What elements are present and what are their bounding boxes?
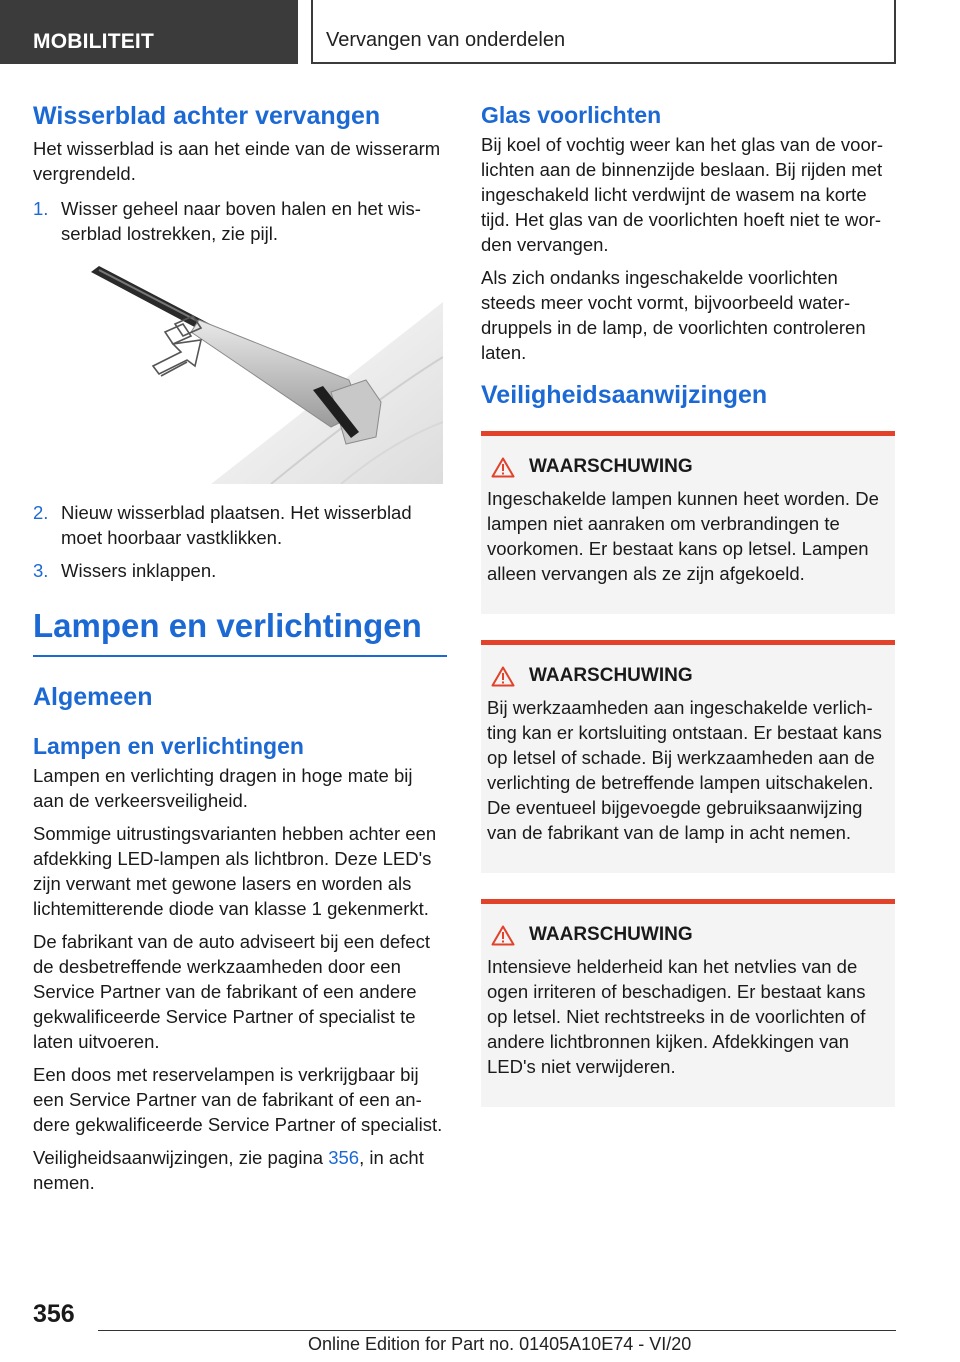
step-number: 1. (33, 198, 49, 219)
step-item (33, 196, 447, 246)
warning-box (481, 431, 895, 614)
chapter-tab (311, 0, 896, 64)
paragraph: Lampen en verlichting dragen in hoge mate bij aan de verkeersveiligheid. (33, 765, 413, 811)
wiper-illustration (91, 262, 443, 484)
warning-triangle-icon (491, 457, 515, 478)
warning-text: Intensieve helderheid kan het netvlies van de ogen irriteren of beschadigen. Er bestaat kans op letsel. Niet rechtstreeks in de voorlichten of andere lichtbronnen kijken. Afdekkingen van LED's niet verwijderen. (487, 956, 866, 1077)
step-number: 2. (33, 502, 49, 523)
wiper-title: Wisserblad achter vervangen (33, 102, 381, 130)
step-text: Wisser geheel naar boven halen en het wisserblad lostrekken, zie pijl. (61, 198, 421, 244)
glass-title: Glas voorlichten (481, 102, 662, 128)
step-text: Nieuw wisserblad plaatsen. Het wisserblad moet hoorbaar vastklikken. (61, 502, 412, 548)
warning-text: Ingeschakelde lampen kunnen heet worden. De lampen niet aanraken om verbrandingen te voorkomen. Er bestaat kans op letsel. Lampen alleen vervangen als ze zijn afgekoeld. (487, 488, 879, 584)
chapter-title: Vervangen van onderdelen (326, 29, 566, 51)
warning-box (481, 640, 895, 873)
lamps-title: Lampen en verlichtingen (33, 605, 447, 657)
lamps-subtitle: Lampen en verlichtingen (33, 733, 304, 759)
paragraph: Als zich ondanks ingeschakelde voorlichten steeds meer vocht vormt, bijvoorbeeld waterdruppels in de lamp, de voorlichten controleren laten. (481, 267, 866, 363)
paragraph: Een doos met reservelampen is verkrijgbaar bij een Service Partner van de fabrikant of een andere gekwalificeerde Service Partner of specialist. (33, 1064, 443, 1135)
step-number: 3. (33, 560, 49, 581)
warning-box (481, 899, 895, 1107)
paragraph: Sommige uitrustingsvarianten hebben achter een afdekking LED-lampen als lichtbron. Deze LED's zijn verwant met gewone lasers en worden als lichtemitterende diode van klasse 1 gekenmerkt. (33, 823, 437, 919)
step-item (33, 558, 447, 583)
warning-triangle-icon (491, 925, 515, 946)
step-item (33, 500, 447, 550)
footer-divider (98, 1330, 896, 1331)
warning-text: Bij werkzaamheden aan ingeschakelde verlichting kan er kortsluiting ontstaan. Er bestaat kans op letsel of schade. Bij werkzaamheden aan de verlichting de betreffende lampen uitschakelen. De eventueel bijgevoegde gebruiksaanwijzing van de fabrikant van de lamp in acht nemen. (487, 697, 882, 843)
warning-label: WAARSCHUWING (529, 456, 693, 477)
warning-triangle-icon (491, 666, 515, 687)
warning-label: WAARSCHUWING (529, 665, 693, 686)
wiper-blade-image (91, 262, 443, 484)
page-link[interactable]: 356 (328, 1147, 360, 1168)
reference-text-end: , in acht nemen. (33, 1147, 424, 1193)
right-column (481, 100, 895, 1133)
paragraph: Bij koel of vochtig weer kan het glas van de voorlichten aan de binnenzijde beslaan. Bij rijden met ingeschakeld licht verdwijnt de wasem na korte tijd. Het glas van de voorlichten hoeft niet te worden vervangen. (481, 134, 884, 255)
step-text: Wissers inklappen. (61, 560, 217, 581)
wiper-intro: Het wisserblad is aan het einde van de wisserarm vergrendeld. (33, 138, 441, 184)
paragraph: De fabrikant van de auto adviseert bij een defect de desbetreffende werkzaamheden door een Service Partner van de fabrikant of een andere gekwalificeerde Service Partner of specialist te laten uitvoeren. (33, 931, 430, 1052)
section-title: MOBILITEIT (33, 30, 154, 53)
page-number: 356 (33, 1300, 75, 1328)
footer-edition: Online Edition for Part no. 01405A10E74 - VI/20 (308, 1334, 692, 1354)
warning-label: WAARSCHUWING (529, 924, 693, 945)
general-title: Algemeen (33, 683, 153, 711)
reference-text: Veiligheidsaanwijzingen, zie pagina (33, 1147, 329, 1168)
paragraph (33, 1145, 447, 1195)
left-column (33, 100, 447, 1203)
section-tab (0, 0, 298, 64)
safety-title: Veiligheidsaanwijzingen (481, 381, 768, 409)
